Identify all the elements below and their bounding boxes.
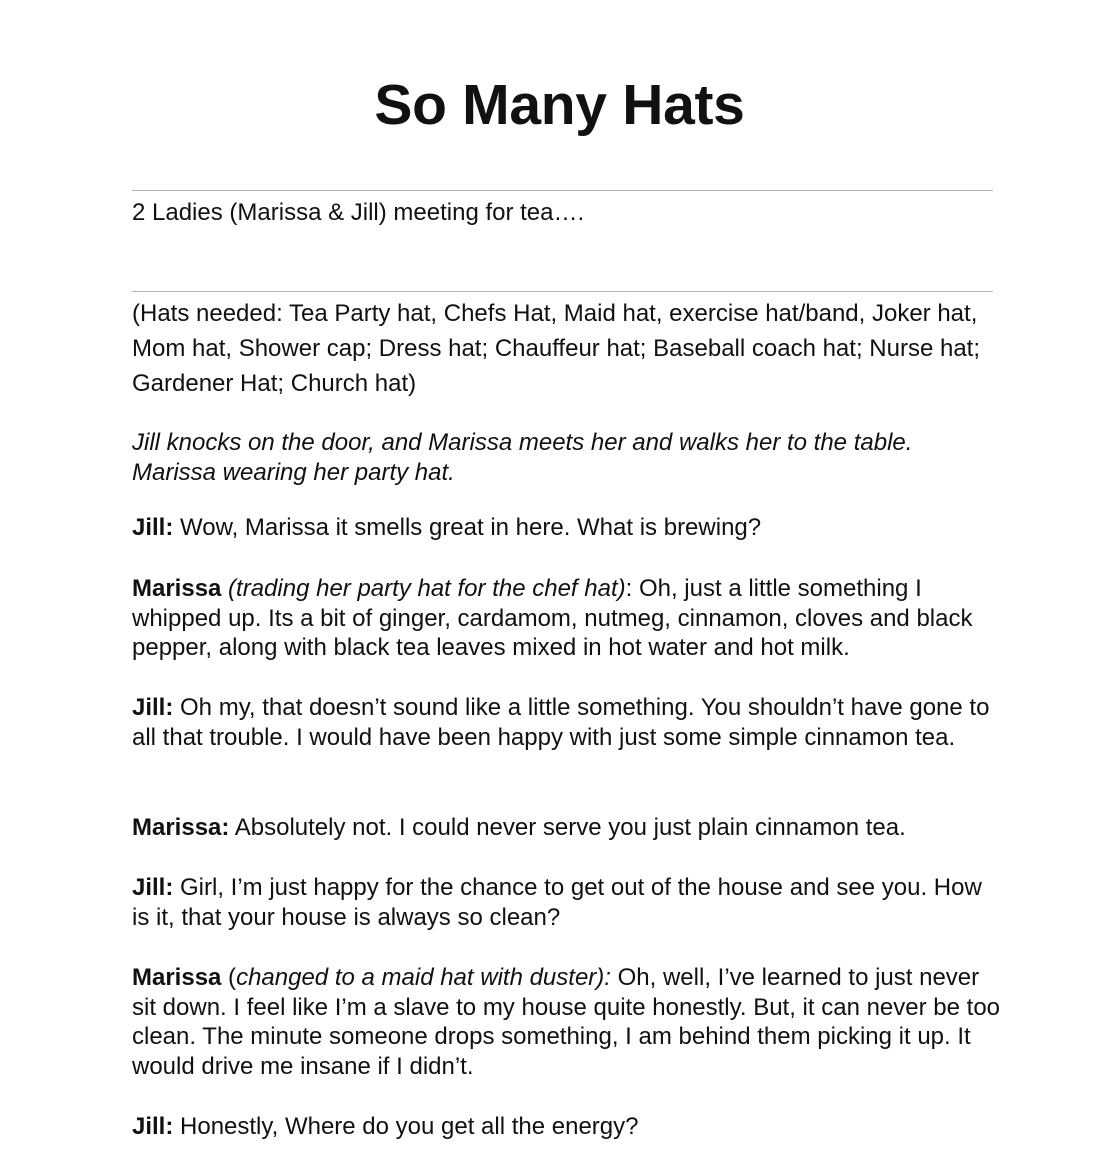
speaker-name: Jill: — [132, 1113, 174, 1140]
dialogue-line-jill-2 — [132, 693, 1002, 752]
second-divider — [132, 291, 993, 292]
speaker-name: Jill: — [132, 874, 174, 901]
hats-needed: (Hats needed: Tea Party hat, Chefs Hat, Maid hat, exercise hat/band, Joker hat, Mom hat, Shower cap; Dress hat; Chauffeur hat; Baseball coach hat; Nurse hat; Gardener Hat; Church hat) — [132, 300, 981, 397]
page-title: So Many Hats — [374, 73, 745, 137]
speaker-name: Marissa: — [132, 814, 230, 841]
dialogue-text: Girl, I’m just happy for the chance to get out of the house and see you. How is it, that your house is always so clean? — [132, 874, 982, 931]
speaker-name: Marissa — [132, 964, 222, 991]
stage-direction: (trading her party hat for the chef hat) — [221, 575, 626, 602]
dialogue-line-marissa-1 — [132, 574, 1002, 663]
speaker-name: Jill: — [132, 514, 174, 541]
dialogue-line-marissa-2 — [132, 813, 1002, 843]
setting-line: 2 Ladies (Marissa & Jill) meeting for tea…. — [132, 199, 585, 226]
dialogue-text: Absolutely not. I could never serve you just plain cinnamon tea. — [229, 814, 906, 841]
direction-open-paren: ( — [221, 964, 237, 991]
dialogue-line-jill-1 — [132, 513, 1002, 543]
speaker-name: Marissa — [132, 575, 222, 602]
dialogue-line-jill-3 — [132, 873, 1002, 932]
stage-direction: changed to a maid hat with duster): — [236, 964, 611, 991]
dialogue-text: Oh, well, I’ve learned to just never sit down. I feel like I’m a slave to my house quite honestly. But, it can never be too clean. The minute someone drops something, I am behind them picking it up. It would drive me insane if I didn’t. — [132, 964, 1001, 1080]
dialogue-line-marissa-3 — [132, 963, 1002, 1081]
dialogue-text: Wow, Marissa it smells great in here. What is brewing? — [173, 514, 762, 541]
dialogue-text: : Oh, just a little something I whipped up. Its a bit of ginger, cardamom, nutmeg, cinnamon, cloves and black pepper, along with black tea leaves mixed in hot water and hot milk. — [132, 575, 973, 661]
dialogue-line-jill-4 — [132, 1112, 1002, 1142]
dialogue-text: Honestly, Where do you get all the energy? — [173, 1113, 639, 1140]
opening-stage-direction: Jill knocks on the door, and Marissa meets her and walks her to the table. Marissa wearing her party hat. — [132, 429, 913, 486]
top-divider — [132, 190, 993, 191]
dialogue-text: Oh my, that doesn’t sound like a little something. You shouldn’t have gone to all that trouble. I would have been happy with just some simple cinnamon tea. — [132, 694, 990, 751]
speaker-name: Jill: — [132, 694, 174, 721]
